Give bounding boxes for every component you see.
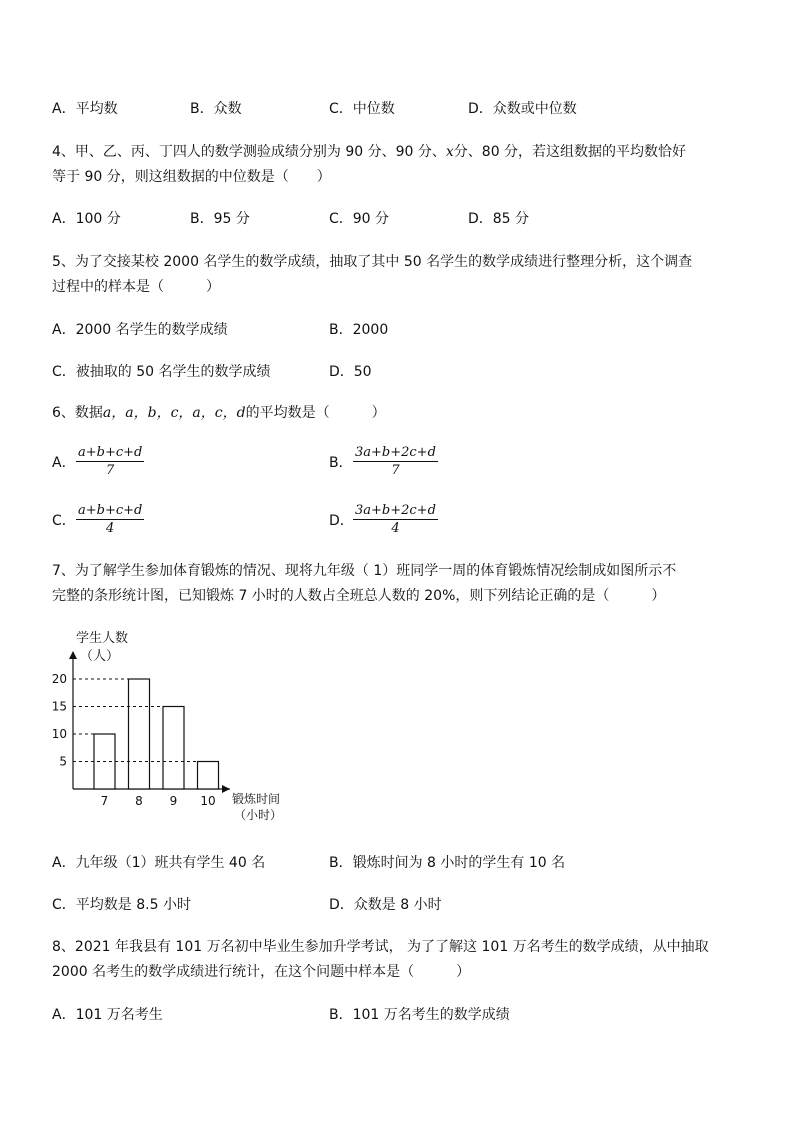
q4-var-x: x bbox=[445, 144, 454, 160]
q5-option-a: A．2000 名学生的数学成绩 bbox=[52, 322, 228, 338]
x-axis-unit: （小时） bbox=[234, 808, 283, 822]
q6-option-d-fraction bbox=[353, 504, 438, 535]
q3-option-d: D．众数或中位数 bbox=[468, 101, 577, 117]
fraction-denominator: 7 bbox=[106, 463, 115, 478]
y-axis-arrow bbox=[69, 651, 77, 659]
bar-10 bbox=[198, 762, 219, 790]
fraction-numerator: 3a+b+2c+d bbox=[355, 445, 436, 460]
q6-option-a-label: A． bbox=[52, 455, 76, 471]
q8-option-a: A．101 万名考生 bbox=[52, 1007, 163, 1023]
q6-line-1 bbox=[52, 406, 386, 420]
q8-line-2: 2000 名考生的数学成绩进行统计，在这个问题中样本是（ ） bbox=[52, 964, 471, 980]
bar-8 bbox=[129, 679, 150, 789]
bar-9 bbox=[163, 707, 184, 790]
y-tick-label: 10 bbox=[51, 727, 67, 741]
q6-suffix: 的平均数是（ ） bbox=[245, 405, 386, 421]
q6-option-b-fraction bbox=[353, 446, 438, 477]
y-axis-label: 学生人数 bbox=[76, 631, 129, 646]
q6-option-c-label: C． bbox=[52, 513, 76, 529]
q3-option-a: A．平均数 bbox=[52, 101, 118, 117]
y-tick-label: 20 bbox=[51, 672, 67, 686]
q5-option-c: C．被抽取的 50 名学生的数学成绩 bbox=[52, 364, 271, 380]
x-tick-label: 9 bbox=[169, 794, 178, 808]
fraction-numerator: a+b+c+d bbox=[78, 503, 143, 518]
fraction-numerator: 3a+b+2c+d bbox=[355, 503, 436, 518]
q4-option-a: A．100 分 bbox=[52, 211, 121, 227]
q6-prefix: 6、数据 bbox=[52, 405, 103, 421]
q7-option-c: C．平均数是 8.5 小时 bbox=[52, 897, 191, 913]
x-tick-label: 7 bbox=[100, 794, 109, 808]
x-axis-label: 锻炼时间 bbox=[232, 792, 281, 806]
fraction-denominator: 7 bbox=[391, 463, 400, 478]
q4-option-b: B．95 分 bbox=[190, 211, 250, 227]
q4-text-b: 分、80 分，若这组数据的平均数恰好 bbox=[453, 144, 687, 160]
q7-option-d: D．众数是 8 小时 bbox=[329, 897, 442, 913]
q5-option-b: B．2000 bbox=[329, 322, 389, 338]
q5-line-2: 过程中的样本是（ ） bbox=[52, 279, 220, 295]
q4-text-a: 4、甲、乙、丙、丁四人的数学测验成绩分别为 90 分、90 分、 bbox=[52, 144, 446, 160]
fraction-denominator: 4 bbox=[391, 521, 400, 536]
q6-option-d-label: D． bbox=[329, 513, 354, 529]
q7-option-a: A．九年级（1）班共有学生 40 名 bbox=[52, 855, 266, 871]
x-tick-label: 10 bbox=[200, 794, 216, 808]
q7-line-2: 完整的条形统计图，已知锻炼 7 小时的人数占全班总人数的 20%，则下列结论正确的是（ ） bbox=[52, 588, 666, 604]
fraction-denominator: 4 bbox=[106, 521, 115, 536]
q7-option-b: B．锻炼时间为 8 小时的学生有 10 名 bbox=[329, 855, 566, 871]
q6-option-b-label: B． bbox=[329, 455, 353, 471]
q3-option-c: C．中位数 bbox=[329, 101, 395, 117]
q8-option-b: B．101 万名考生的数学成绩 bbox=[329, 1007, 510, 1023]
y-axis-unit: （人） bbox=[80, 649, 120, 664]
x-tick-label: 8 bbox=[135, 794, 143, 808]
q4-line-1 bbox=[52, 145, 686, 159]
q6-option-c-fraction bbox=[76, 504, 144, 535]
fraction-numerator: a+b+c+d bbox=[78, 445, 143, 460]
q4-line-2: 等于 90 分，则这组数据的中位数是（ ） bbox=[52, 169, 331, 185]
y-tick-label: 5 bbox=[59, 754, 67, 769]
q8-line-1: 8、2021 年我县有 101 万名初中毕业生参加升学考试， 为了了解这 101 万名考生的数学成绩，从中抽取 bbox=[52, 939, 709, 955]
q6-option-a-fraction bbox=[76, 446, 144, 477]
q3-option-b: B．众数 bbox=[190, 101, 242, 117]
q6-data-list: a，a，b，c，a，c，d bbox=[102, 405, 246, 421]
q7-line-1: 7、为了解学生参加体育锻炼的情况、现将九年级（ 1）班同学一周的体育锻炼情况绘制成如图所示不 bbox=[52, 563, 677, 579]
q5-option-d: D．50 bbox=[329, 364, 372, 380]
x-axis-arrow bbox=[222, 785, 230, 793]
q5-line-1: 5、为了交接某校 2000 名学生的数学成绩，抽取了其中 50 名学生的数学成绩进行整理分析，这个调查 bbox=[52, 254, 693, 270]
q4-option-d: D．85 分 bbox=[468, 211, 530, 227]
q4-option-c: C．90 分 bbox=[329, 211, 390, 227]
bar-chart bbox=[0, 620, 320, 830]
y-tick-label: 15 bbox=[51, 699, 67, 714]
